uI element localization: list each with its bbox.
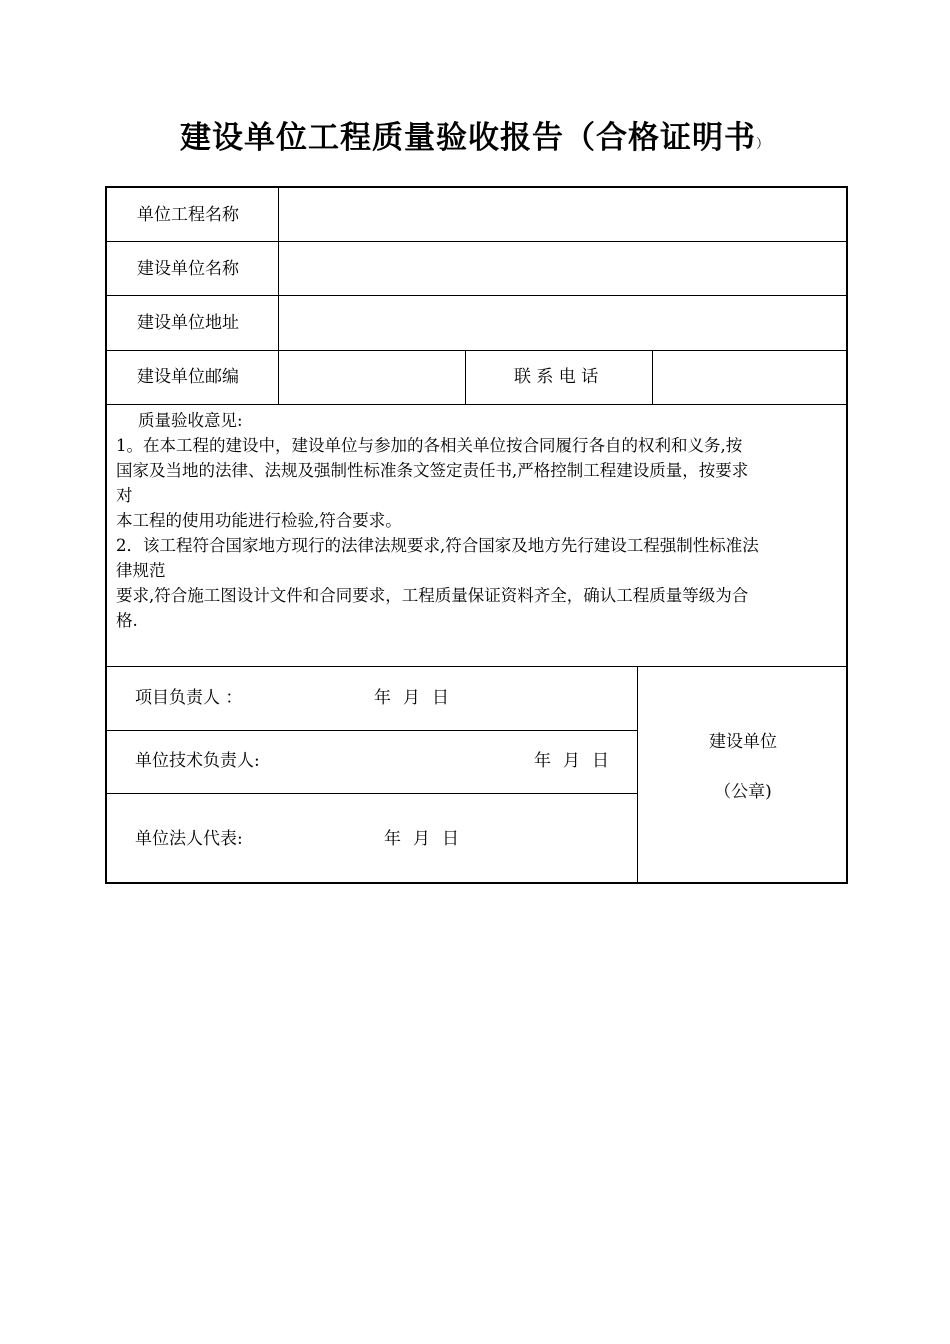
phone-label: 联 系 电 话 (514, 367, 599, 387)
month-label: 月 (413, 829, 430, 849)
column-divider (652, 350, 653, 404)
year-label: 年 (374, 688, 391, 708)
opinion-line: 本工程的使用功能进行检验,符合要求。 (116, 511, 402, 530)
year-label: 年 (534, 751, 551, 771)
quality-opinion (116, 408, 842, 633)
opinion-line: 格. (116, 611, 138, 630)
builder-address-label: 建设单位地址 (137, 313, 239, 333)
acceptance-form (105, 186, 848, 884)
row-divider (107, 350, 846, 351)
column-divider (465, 350, 466, 404)
opinion-line: 1。在本工程的建设中，建设单位与参加的各相关单位按合同履行各自的权利和义务,按 (116, 436, 743, 455)
opinion-line: 要求,符合施工图设计文件和合同要求，工程质量保证资料齐全，确认工程质量等级为合 (116, 586, 749, 605)
stamp-seal-label: （公章) (714, 782, 772, 802)
stamp-unit-label: 建设单位 (709, 732, 777, 752)
row-divider (107, 295, 846, 296)
opinion-heading: 质量验收意见: (138, 411, 243, 430)
page-title (0, 112, 950, 157)
project-lead-date (374, 687, 449, 709)
project-name-label: 单位工程名称 (137, 205, 239, 225)
tech-lead-date (534, 750, 609, 772)
year-label: 年 (384, 829, 401, 849)
row-divider (107, 404, 846, 405)
day-label: 日 (432, 688, 449, 708)
row-divider (107, 241, 846, 242)
row-divider (107, 793, 637, 794)
legal-rep-label: 单位法人代表: (135, 829, 243, 849)
opinion-line: 2．该工程符合国家地方现行的法律法规要求,符合国家及地方先行建设工程强制性标准法 (116, 536, 759, 555)
title-main: 建设单位工程质量验收报告（合格证明书 (179, 120, 756, 156)
tech-lead-label: 单位技术负责人: (135, 751, 260, 771)
opinion-line: 对 (116, 486, 133, 505)
project-lead-label: 项目负责人 ： (135, 688, 243, 708)
label-column-divider (278, 188, 279, 404)
builder-name-label: 建设单位名称 (137, 259, 239, 279)
row-divider (107, 730, 637, 731)
opinion-line: 国家及当地的法律、法规及强制性标准条文签定责任书,严格控制工程建设质量，按要求 (116, 461, 749, 480)
stamp-area (638, 666, 848, 884)
legal-rep-date (384, 828, 459, 850)
postcode-label: 建设单位邮编 (137, 367, 239, 387)
day-label: 日 (592, 751, 609, 771)
month-label: 月 (403, 688, 420, 708)
opinion-line: 律规范 (116, 561, 166, 580)
day-label: 日 (442, 829, 459, 849)
month-label: 月 (563, 751, 580, 771)
title-tail: ） (755, 137, 770, 152)
